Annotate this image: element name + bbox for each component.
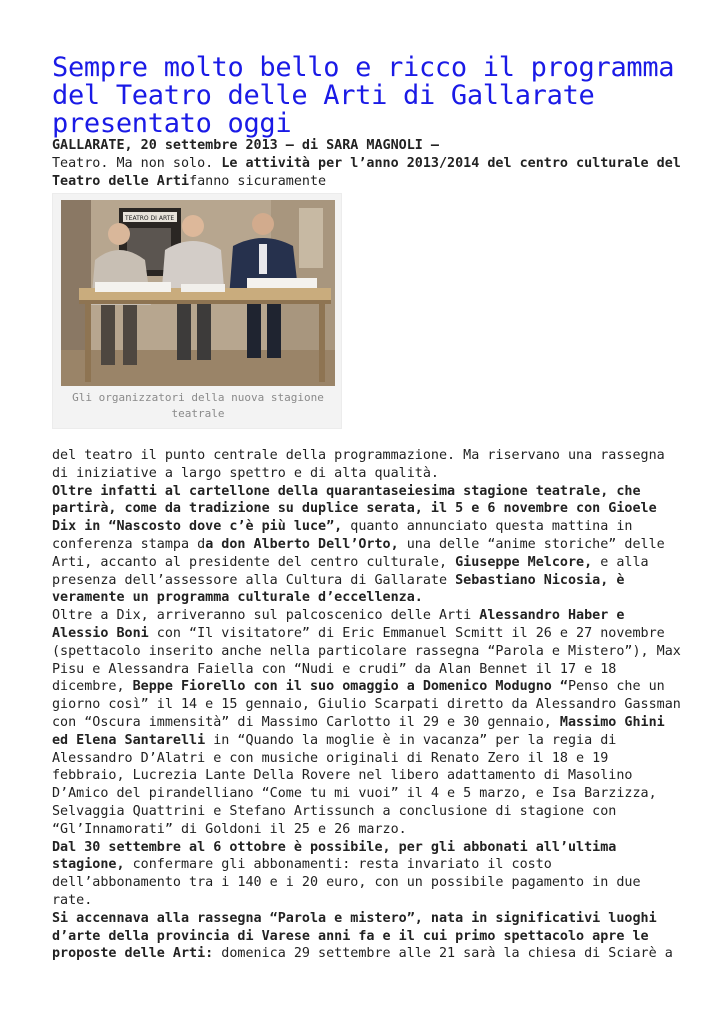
p4-bold-1: Dal 30 settembre al 6 ottobre è possibile, per gli abbonati all’ultima stagione,: [52, 839, 617, 873]
p2-text-2: una delle “anime storiche” delle Arti, accanto al presidente del centro culturale,: [52, 536, 665, 570]
paragraph-2: [52, 483, 682, 608]
paragraph-5: [52, 910, 682, 963]
p2-bold-3: Giuseppe Melcore,: [455, 554, 593, 570]
p2-bold-2: a don Alberto Dell’Orto,: [205, 536, 399, 552]
article-figure: [52, 193, 342, 429]
intro-tail: fanno sicuramente: [189, 173, 327, 189]
article-title: Sempre molto bello e ricco il programma del Teatro delle Arti di Gallarate presentato oggi: [52, 52, 675, 139]
p5-text-1: domenica 29 settembre alle 21 sarà la chiesa di Sciarè a: [213, 946, 673, 962]
p3-text-4: in “Quando la moglie è in vacanza” per la regia di Alessandro D’Alatri e con musiche originali di Renato Zero il 18 e 19 febbraio, Lucrezia Lante Della Rovere nel libero adattamento di Masolino D’Amico del pirandelliano “Come tu mi vuoi” il 4 e 5 marzo, e Isa Barzizza, Selvaggia Quattrini e Stefano Artissunch a conclusione di stagione con “Gl’Innamorati” di Goldoni il 25 e 26 marzo.: [52, 732, 657, 837]
intro-paragraph: [52, 137, 682, 190]
article-intro: [52, 137, 682, 190]
p2-bold-4: Sebastiano Nicosia, è veramente un programma culturale d’eccellenza.: [52, 572, 625, 606]
p1-text: del teatro il punto centrale della programmazione. Ma riservano una rassegna di iniziative a largo spettro e di alta qualità.: [52, 448, 665, 481]
photo-caption: Gli organizzatori della nuova stagione teatrale: [72, 391, 324, 420]
paragraph-4: [52, 839, 682, 910]
article-photo: [61, 200, 335, 386]
byline: GALLARATE, 20 settembre 2013 – di SARA MAGNOLI –: [52, 138, 439, 153]
paragraph-1: [52, 447, 682, 483]
p3-bold-2: Beppe Fiorello con il suo omaggio a Domenico Modugno “: [132, 679, 568, 695]
p5-bold-1: Si accennava alla rassegna “Parola e mistero”, nata in significativi luoghi d’arte della provincia di Varese anni fa e il cui primo spettacolo apre le proposte delle Arti:: [52, 910, 657, 962]
p3-text-3: Penso che un giorno così” il 14 e 15 gennaio, Giulio Scarpati diretto da Alessandro Gassman con “Oscura immensità” di Massimo Carlotto il 29 e 30 gennaio,: [52, 679, 681, 730]
p4-text-1: confermare gli abbonamenti: resta invariato il costo dell’abbonamento tra i 140 e i 20 euro, con un possibile pagamento in due rate.: [52, 857, 641, 908]
paragraph-3: [52, 607, 682, 838]
p2-text-1: quanto annunciato questa mattina in conferenza stampa d: [52, 519, 633, 552]
intro-plain: Teatro. Ma non solo.: [52, 155, 222, 171]
photo-illustration: [61, 200, 335, 386]
intro-bold: Le attività per l’anno 2013/2014 del centro culturale del Teatro delle Arti: [52, 155, 681, 189]
poster-text: TEATRO DI ARTE: [125, 215, 175, 222]
p3-bold-1: Alessandro Haber e Alessio Boni: [52, 608, 625, 641]
p3-text-1: Oltre a Dix, arriveranno sul palcoscenico delle Arti: [52, 608, 480, 624]
p2-bold-1: Oltre infatti al cartellone della quarantaseiesima stagione teatrale, che partirà, come da tradizione su duplice serata, il 5 e 6 novembre con Gioele Dix in “Nascosto dove c’è più luce”,: [52, 483, 657, 535]
p3-bold-3: Massimo Ghini ed Elena Santarelli: [52, 714, 665, 748]
p2-text-3: e alla presenza dell’assessore alla Cultura di Gallarate: [52, 554, 649, 588]
article-body: [52, 447, 682, 963]
p3-text-2: con “Il visitatore” di Eric Emmanuel Scmitt il 26 e 27 novembre (spettacolo inserito anche nella particolare rassegna “Parola e Mistero”), Max Pisu e Alessandra Faiella con “Nudi e crudi” da Alan Bennet il 17 e 18 dicembre,: [52, 625, 681, 695]
